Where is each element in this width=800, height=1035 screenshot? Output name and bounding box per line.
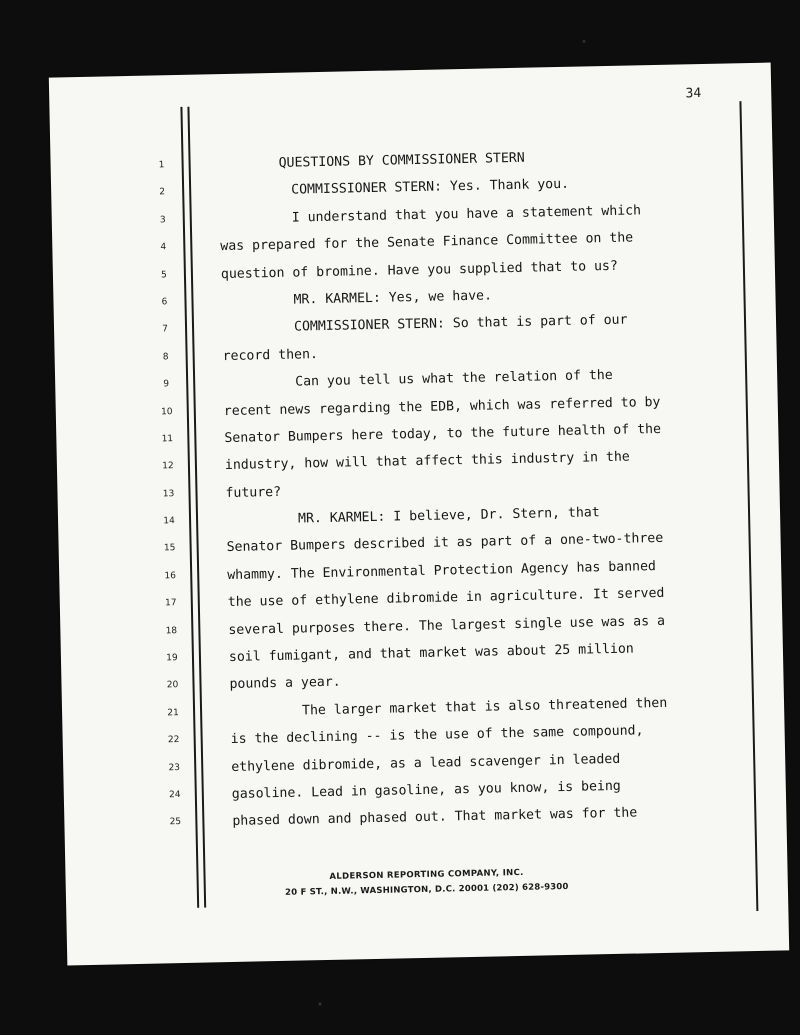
line-number: 9 bbox=[163, 379, 170, 390]
line-number: 10 bbox=[160, 406, 173, 417]
line-text: Senator Bumpers described it as part of a one-two-three bbox=[226, 531, 664, 556]
line-text: record then. bbox=[222, 346, 319, 364]
line-number: 8 bbox=[162, 351, 169, 363]
line-number: 13 bbox=[162, 488, 175, 500]
line-text: recent news regarding the EDB, which was referred to by bbox=[223, 394, 661, 419]
line-text: ethylene dibromide, as a lead scavenger in leaded bbox=[231, 751, 621, 775]
line-text: industry, how will that affect this industry in the bbox=[224, 449, 630, 474]
line-number: 3 bbox=[159, 215, 166, 226]
line-text: question of bromine. Have you supplied that to us? bbox=[220, 258, 618, 282]
line-number: 14 bbox=[163, 516, 175, 527]
line-number: 12 bbox=[162, 461, 174, 472]
line-text: MR. KARMEL: I believe, Dr. Stern, that bbox=[297, 505, 600, 527]
line-number: 18 bbox=[165, 625, 178, 636]
line-text: Can you tell us what the relation of the bbox=[295, 368, 613, 390]
line-number: 6 bbox=[161, 297, 168, 308]
line-text: pounds a year. bbox=[229, 675, 341, 693]
line-number: 11 bbox=[161, 434, 174, 445]
line-text: is the declining -- is the use of the same compound, bbox=[230, 723, 644, 748]
footer-address: 20 F ST., N.W., WASHINGTON, D.C. 20001 (202) 628-9300 bbox=[285, 881, 569, 898]
line-text: QUESTIONS BY COMMISSIONER STERN bbox=[278, 150, 525, 171]
line-number: 20 bbox=[166, 680, 179, 691]
line-text: gasoline. Lead in gasoline, as you know, is being bbox=[231, 778, 621, 802]
line-number: 2 bbox=[159, 187, 166, 198]
line-text: was prepared for the Senate Finance Committee on the bbox=[220, 230, 634, 255]
line-text: soil fumigant, and that market was about 25 million bbox=[228, 641, 634, 666]
transcript-page bbox=[49, 63, 789, 966]
transcript-lines bbox=[150, 141, 724, 837]
line-text: COMMISSIONER STERN: So that is part of our bbox=[293, 312, 628, 335]
line-number: 4 bbox=[160, 242, 167, 253]
line-text: MR. KARMEL: Yes, we have. bbox=[293, 288, 493, 308]
page-number: 34 bbox=[685, 85, 702, 102]
right-margin-rule bbox=[739, 101, 757, 911]
line-text: The larger market that is also threatened then bbox=[301, 695, 668, 719]
line-text: phased down and phased out. That market was for the bbox=[232, 805, 638, 830]
line-number: 1 bbox=[158, 160, 165, 171]
line-number: 16 bbox=[164, 570, 177, 582]
footer-company: ALDERSON REPORTING COMPANY, INC. bbox=[329, 867, 524, 882]
line-number: 22 bbox=[167, 735, 180, 746]
line-text: Senator Bumpers here today, to the future health of the bbox=[224, 421, 662, 446]
line-number: 24 bbox=[168, 790, 181, 801]
line-number: 7 bbox=[162, 324, 169, 335]
line-number: 19 bbox=[166, 653, 178, 664]
line-number: 15 bbox=[163, 543, 176, 554]
line-number: 21 bbox=[167, 707, 179, 719]
line-text: the use of ethylene dibromide in agriculture. It served bbox=[227, 586, 665, 611]
line-text: several purposes there. The largest single use was as a bbox=[228, 613, 666, 638]
line-text: whammy. The Environmental Protection Agency has banned bbox=[227, 558, 657, 583]
line-number: 25 bbox=[169, 817, 182, 828]
line-text: COMMISSIONER STERN: Yes. Thank you. bbox=[291, 177, 570, 198]
line-number: 17 bbox=[164, 598, 177, 609]
line-number: 23 bbox=[168, 762, 181, 773]
line-number: 5 bbox=[160, 269, 167, 280]
line-text: future? bbox=[225, 484, 282, 501]
reporter-footer bbox=[66, 862, 788, 902]
line-text: I understand that you have a statement which bbox=[291, 203, 642, 226]
